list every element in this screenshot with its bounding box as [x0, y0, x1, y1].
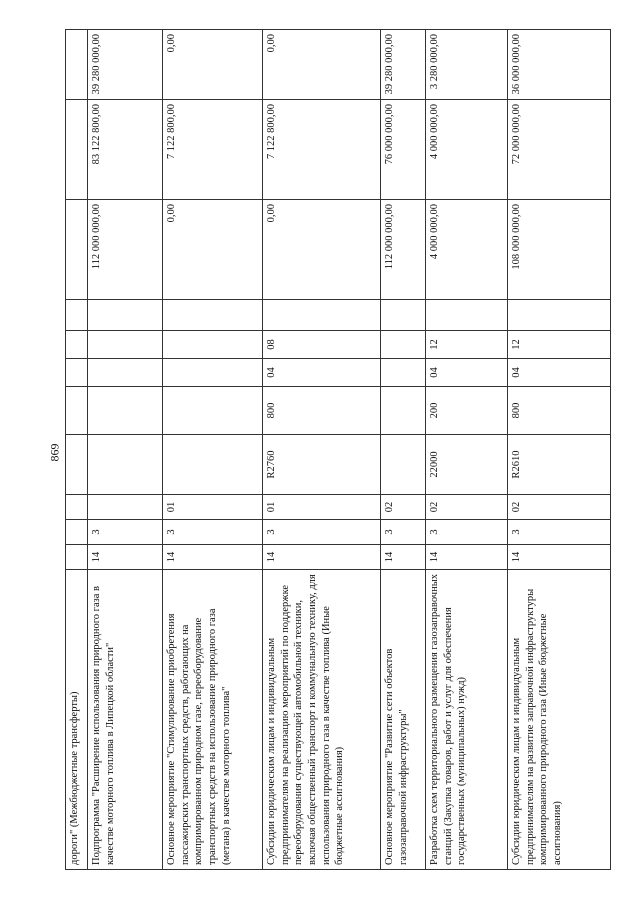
row-name-cell: Подпрограмма "Расширение использования природного газа в качестве моторного топлива в Липецкой области": [88, 570, 163, 870]
pr-cell: [88, 495, 163, 520]
row-name-cell: Субсидии юридическим лицам и индивидуальным предпринимателям на развитие заправочной инфраструктуры компримированного природного газа (Иные бюджетные ассигнования): [508, 570, 611, 870]
expense-type-cell: 800: [508, 387, 611, 435]
amount-year2-cell: [66, 100, 88, 200]
code-cell-a: [381, 359, 426, 387]
grbs-cell: 14: [508, 545, 611, 570]
code-cell-c: [263, 300, 381, 331]
code-cell-c: [66, 300, 88, 331]
code-cell-b: [88, 331, 163, 359]
amount-year2-cell: 4 000 000,00: [426, 100, 508, 200]
amount-year3-cell: 3 280 000,00: [426, 30, 508, 100]
expense-type-cell: 200: [426, 387, 508, 435]
row-name-cell: Субсидии юридическим лицам и индивидуальным предпринимателям на реализацию мероприятий по поддержке переоборудования существующей автомобильной техники, включая общественный транспорт и коммунальную технику, для использования природного газа в качестве топлива (Иные бюджетные ассигнования): [263, 570, 381, 870]
expense-type-cell: [66, 387, 88, 435]
code-cell-a: 04: [426, 359, 508, 387]
table-row: [88, 30, 163, 870]
amount-year1-cell: 0,00: [163, 200, 263, 300]
row-name-cell: Разработка схем территориального размещения газозаправочных станций (Закупка товаров, работ и услуг для обеспечения государственных (муниципальных) нужд): [426, 570, 508, 870]
grbs-cell: 14: [88, 545, 163, 570]
table-row: [263, 30, 381, 870]
amount-year3-cell: 0,00: [163, 30, 263, 100]
amount-year1-cell: 0,00: [263, 200, 381, 300]
amount-year2-cell: 72 000 000,00: [508, 100, 611, 200]
target-article-cell: [381, 435, 426, 495]
amount-year2-cell: 83 122 800,00: [88, 100, 163, 200]
amount-year1-cell: [66, 200, 88, 300]
table-row: [163, 30, 263, 870]
target-article-cell: [66, 435, 88, 495]
rz-cell: 3: [263, 520, 381, 545]
target-article-cell: [88, 435, 163, 495]
code-cell-a: [163, 359, 263, 387]
grbs-cell: 14: [426, 545, 508, 570]
code-cell-c: [508, 300, 611, 331]
rotated-table-container: [65, 30, 610, 870]
amount-year2-cell: 7 122 800,00: [263, 100, 381, 200]
target-article-cell: R2760: [263, 435, 381, 495]
amount-year1-cell: 4 000 000,00: [426, 200, 508, 300]
row-name-cell: Основное мероприятие "Стимулирование приобретения пассажирских транспортных средств, работающих на компримированном природном газе, переоборудование транспортных средств на использование природного газа (метана) в качестве моторного топлива": [163, 570, 263, 870]
code-cell-b: 12: [426, 331, 508, 359]
rz-cell: 3: [381, 520, 426, 545]
expense-type-cell: [88, 387, 163, 435]
row-name-cell: дороги" (Межбюджетные трансферты): [66, 570, 88, 870]
code-cell-b: [163, 331, 263, 359]
target-article-cell: 22000: [426, 435, 508, 495]
budget-table: [65, 29, 611, 870]
expense-type-cell: [163, 387, 263, 435]
grbs-cell: [66, 545, 88, 570]
amount-year3-cell: [66, 30, 88, 100]
amount-year3-cell: 0,00: [263, 30, 381, 100]
code-cell-a: [88, 359, 163, 387]
code-cell-a: 04: [508, 359, 611, 387]
pr-cell: 02: [381, 495, 426, 520]
target-article-cell: R2610: [508, 435, 611, 495]
grbs-cell: 14: [163, 545, 263, 570]
rz-cell: 3: [508, 520, 611, 545]
pr-cell: 02: [426, 495, 508, 520]
amount-year1-cell: 112 000 000,00: [381, 200, 426, 300]
amount-year3-cell: 39 280 000,00: [88, 30, 163, 100]
amount-year2-cell: 76 000 000,00: [381, 100, 426, 200]
rz-cell: 3: [88, 520, 163, 545]
amount-year3-cell: 39 280 000,00: [381, 30, 426, 100]
code-cell-a: [66, 359, 88, 387]
table-row: [381, 30, 426, 870]
rz-cell: [66, 520, 88, 545]
code-cell-b: 12: [508, 331, 611, 359]
code-cell-b: [381, 331, 426, 359]
rz-cell: 3: [426, 520, 508, 545]
rz-cell: 3: [163, 520, 263, 545]
code-cell-c: [163, 300, 263, 331]
code-cell-c: [381, 300, 426, 331]
grbs-cell: 14: [263, 545, 381, 570]
table-row: [508, 30, 611, 870]
table-row: [66, 30, 88, 870]
grbs-cell: 14: [381, 545, 426, 570]
pr-cell: 02: [508, 495, 611, 520]
pr-cell: 01: [163, 495, 263, 520]
amount-year3-cell: 36 000 000,00: [508, 30, 611, 100]
code-cell-b: [66, 331, 88, 359]
target-article-cell: [163, 435, 263, 495]
amount-year1-cell: 112 000 000,00: [88, 200, 163, 300]
amount-year2-cell: 7 122 800,00: [163, 100, 263, 200]
code-cell-b: 08: [263, 331, 381, 359]
pr-cell: [66, 495, 88, 520]
amount-year1-cell: 108 000 000,00: [508, 200, 611, 300]
code-cell-a: 04: [263, 359, 381, 387]
expense-type-cell: 800: [263, 387, 381, 435]
page-number: 869: [47, 443, 62, 462]
pr-cell: 01: [263, 495, 381, 520]
code-cell-c: [426, 300, 508, 331]
expense-type-cell: [381, 387, 426, 435]
table-row: [426, 30, 508, 870]
code-cell-c: [88, 300, 163, 331]
row-name-cell: Основное мероприятие "Развитие сети объектов газозаправочной инфраструктуры": [381, 570, 426, 870]
